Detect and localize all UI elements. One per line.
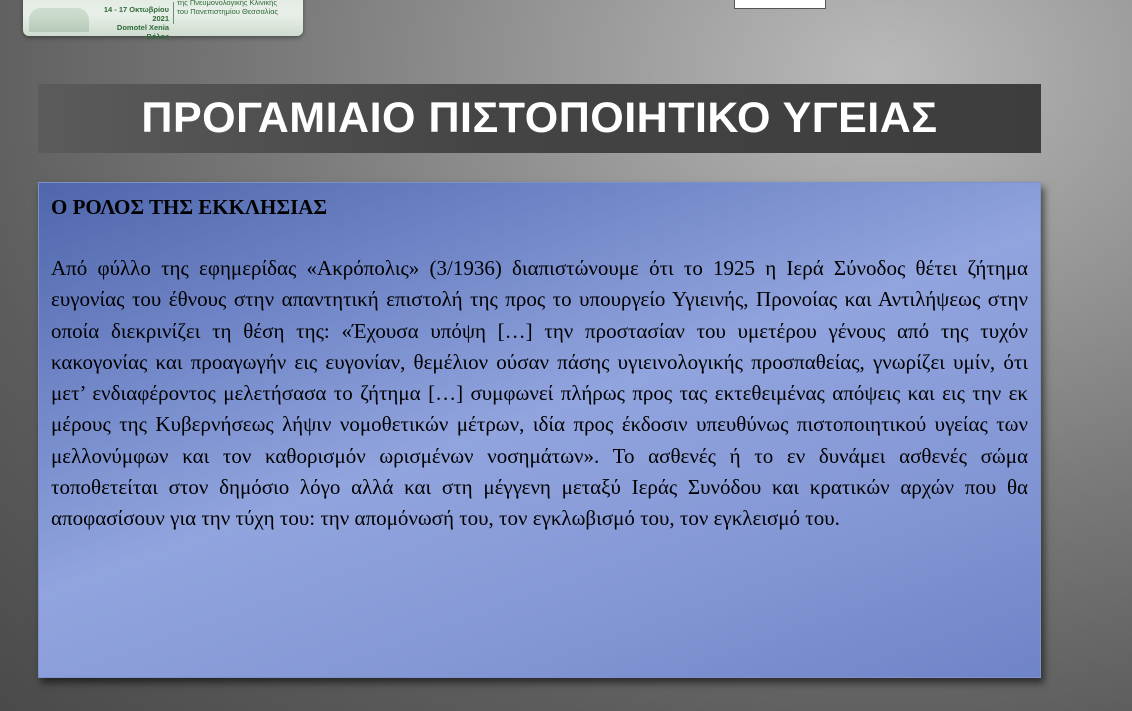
logo-organizer bbox=[177, 0, 278, 16]
logo-graphic bbox=[29, 8, 89, 32]
logo-dates-block bbox=[93, 5, 169, 41]
logo-divider bbox=[173, 2, 174, 24]
logo-org-line1: της Πνευμονολογικής Κλινικής bbox=[177, 0, 277, 7]
content-panel bbox=[38, 182, 1041, 678]
title-banner bbox=[38, 84, 1041, 153]
logo-city: Βόλος bbox=[146, 32, 169, 41]
logo-dates: 14 - 17 Οκτωβρίου 2021 bbox=[103, 5, 169, 23]
body-text: Από φύλλο της εφημερίδας «Ακρόπολις» (3/1936) διαπιστώνουμε ότι το 1925 η Ιερά Σύνοδος θέτει ζήτημα ευγονίας του έθνους στην απαντητική επιστολή της προς το υπουργείο Υγιεινής, Προνοίας και Αντιλήψεως στην οποία διεκρινίζει τη θέση της: «Έχουσα υπόψη […] την προστασίαν του υμετέρου γένους από της τυχόν κακογονίας και προαγωγήν εις ευγονίαν, θεμέλιον ούσαν πάσης υγιεινολογικής προσπαθείας, γνωρίζει υμίν, ότι μετ’ ενδιαφέροντος μελετήσασα το ζήτημα […] συμφωνεί πλήρως προς τας εκτεθειμένας απόψεις και εις την εκ μέρους της Κυβερνήσεως λήψιν νομοθετικών μέτρων, ιδία προς έκδοσιν υπευθύνως πιστοποιητικού υγείας των μελλονύμφων και τον καθορισμόν ωρισμένων νοσημάτων». Το ασθενές ή το εν δυνάμει ασθενές σώμα τοποθετείται στον δημόσιο λόγο αλλά και στη μέγγενη μεταξύ Ιεράς Συνόδου και κρατικών αρχών που θα αποφασίσουν για την τύχη του: την απομόνωσή του, τον εγκλωβισμό του, τον εγκλεισμό του. bbox=[51, 256, 1028, 531]
logo-org-line2: του Πανεπιστημίου Θεσσαλίας bbox=[177, 7, 279, 16]
conference-logo bbox=[23, 0, 303, 41]
section-heading: Ο ΡΟΛΟΣ ΤΗΣ ΕΚΚΛΗΣΙΑΣ bbox=[51, 195, 328, 219]
logo-venue: Domotel Xenia bbox=[116, 23, 169, 32]
slide-title: ΠΡΟΓΑΜΙΑΙΟ ΠΙΣΤΟΠΟΙΗΤΙΚΟ ΥΓΕΙΑΣ bbox=[141, 94, 938, 142]
top-label-box bbox=[734, 0, 826, 9]
